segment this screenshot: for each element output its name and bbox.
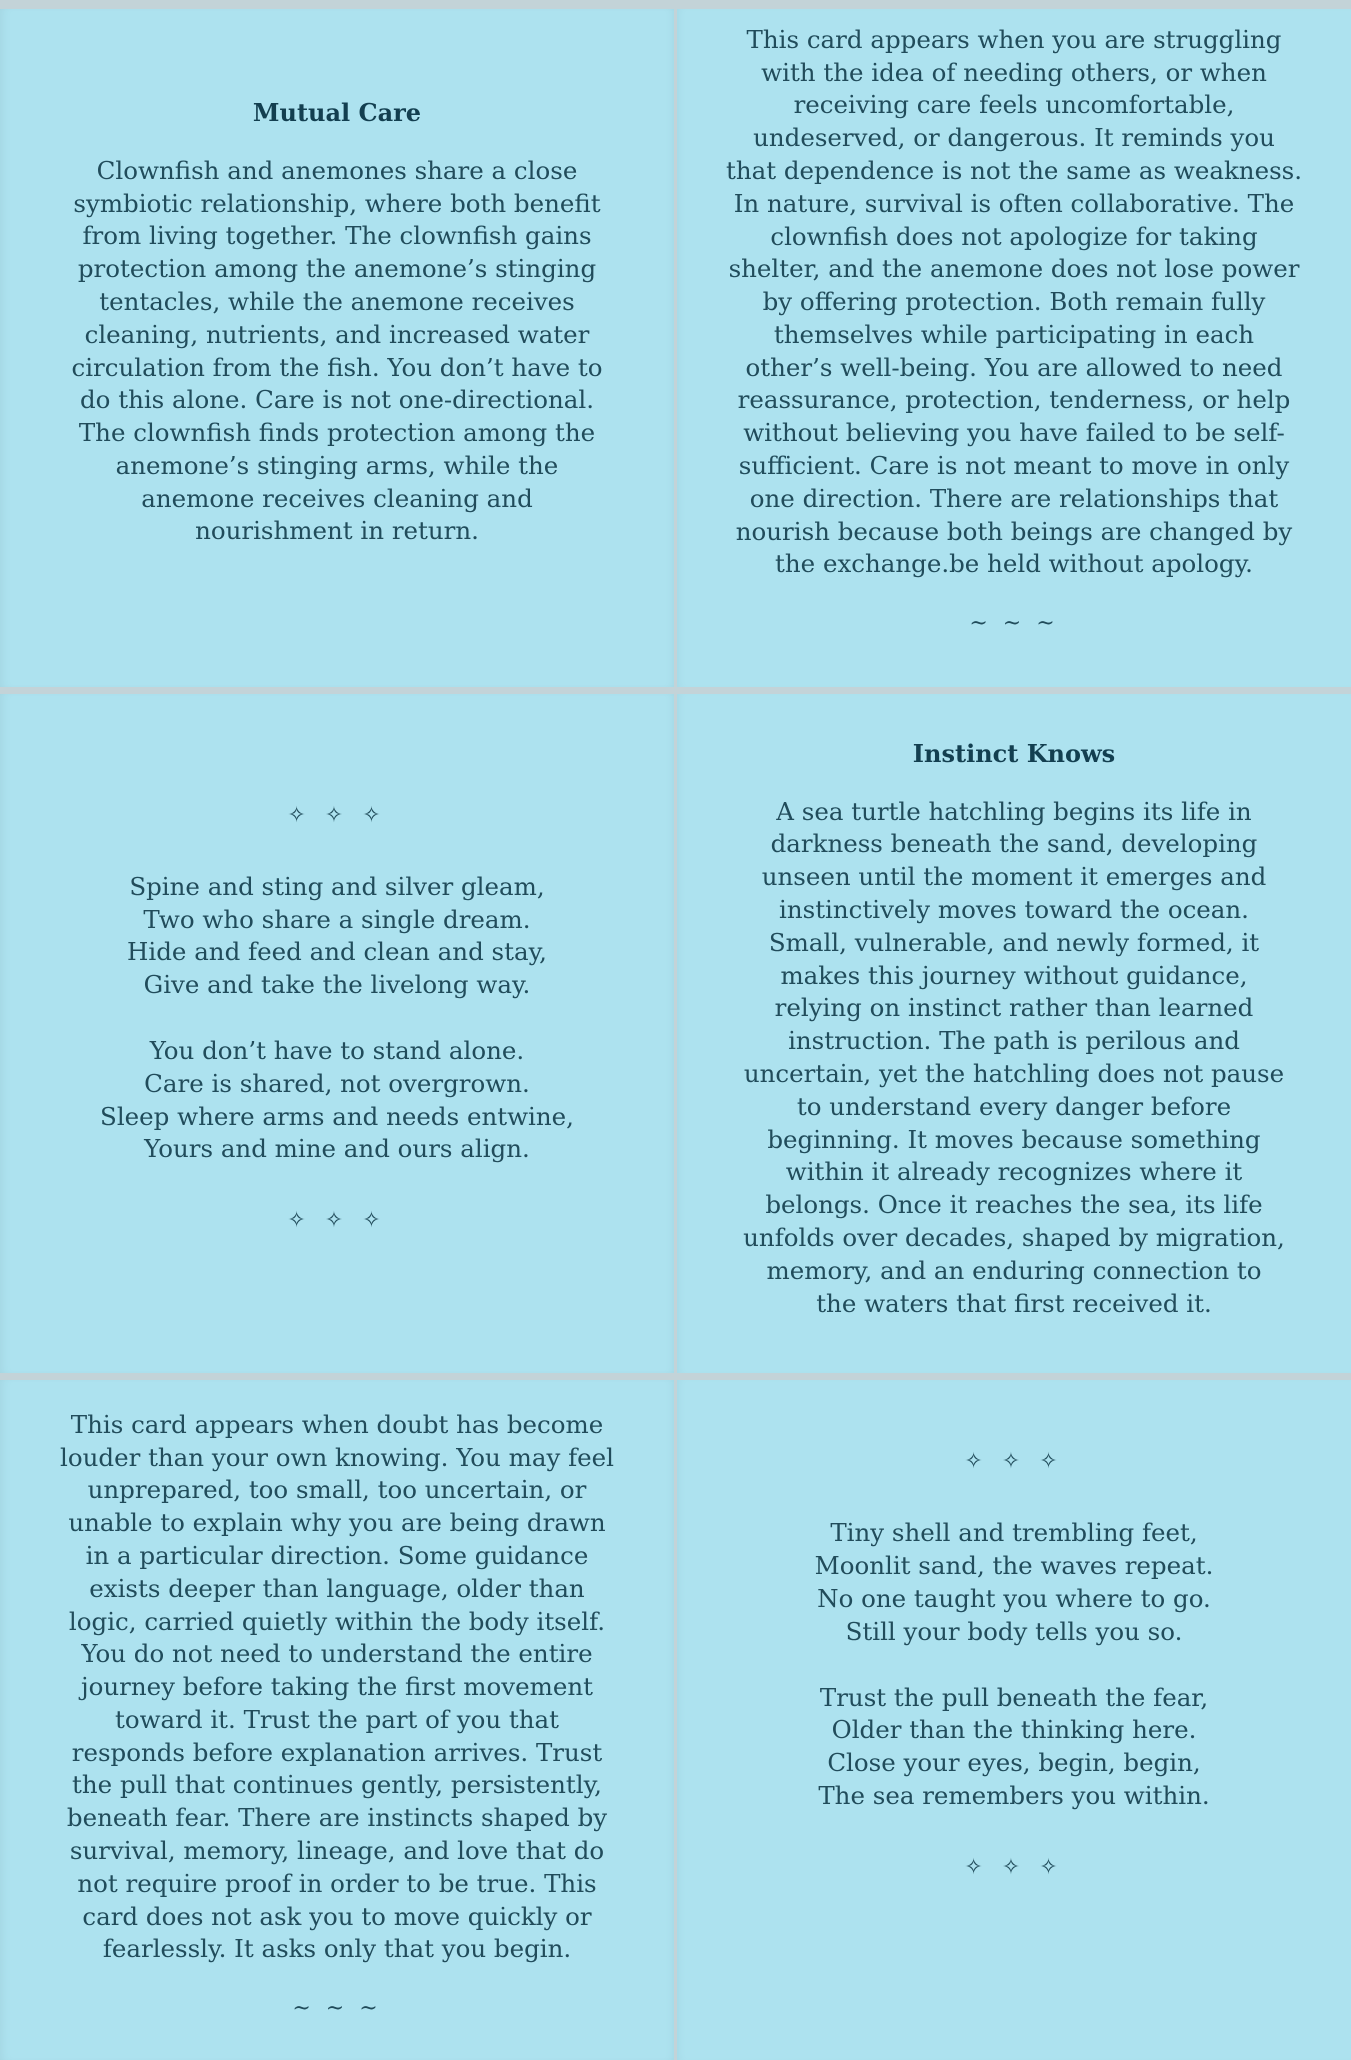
card-reading-text xyxy=(699,24,1329,582)
card-content xyxy=(100,802,574,1234)
text-line: beginning. It moves because something xyxy=(767,1124,1261,1154)
text-line: the waters that first received it. xyxy=(816,1288,1212,1318)
card-content xyxy=(699,739,1329,1321)
text-line: survival, memory, lineage, and love that do xyxy=(69,1836,605,1866)
text-line: unprepared, too small, too uncertain, or xyxy=(87,1475,587,1505)
card-mutual-care-poem xyxy=(0,694,674,1373)
poem-stanza xyxy=(815,1682,1214,1813)
text-line: memory, and an enduring connection to xyxy=(766,1255,1262,1285)
text-line: exists deeper than language, older than xyxy=(89,1573,585,1603)
text-line: A sea turtle hatchling begins its life in xyxy=(776,796,1252,826)
text-line: unable to explain why you are being drawn xyxy=(68,1508,606,1538)
card-mutual-care xyxy=(0,9,674,687)
sparkle-ornament-top: ✧ ✧ ✧ xyxy=(964,1449,1064,1475)
poem-line: Trust the pull beneath the fear, xyxy=(819,1682,1209,1712)
card-mutual-care-reading xyxy=(677,9,1351,687)
text-line: unfolds over decades, shaped by migration, xyxy=(743,1222,1285,1252)
text-line: one direction. There are relationships that xyxy=(749,483,1279,513)
text-line: to understand every danger before xyxy=(796,1091,1232,1121)
text-line: responds before explanation arrives. Trust xyxy=(71,1737,603,1767)
text-line: not require proof in order to be true. This xyxy=(77,1868,597,1898)
card-instinct-knows-reading xyxy=(0,1380,674,2060)
text-line: nourish because both beings are changed by xyxy=(735,516,1293,546)
poem-line: Moonlit sand, the waves repeat. xyxy=(814,1551,1214,1581)
poem-line: The sea remembers you within. xyxy=(818,1780,1210,1810)
poem-stanza xyxy=(815,1517,1214,1648)
text-line: symbiotic relationship, where both benefit xyxy=(73,188,601,218)
text-line: in a particular direction. Some guidance xyxy=(85,1540,589,1570)
text-line: relying on instinct rather than learned xyxy=(774,993,1254,1023)
text-line: Small, vulnerable, and newly formed, it xyxy=(768,927,1260,957)
sparkle-ornament-bottom: ✧ ✧ ✧ xyxy=(287,1208,387,1234)
text-line: with the idea of needing others, or when xyxy=(761,57,1267,87)
text-line: the exchange.be held without apology. xyxy=(775,549,1253,579)
text-line: nourishment in return. xyxy=(195,516,479,546)
text-line: belongs. Once it reaches the sea, its life xyxy=(765,1190,1263,1220)
poem-line: Tiny shell and trembling feet, xyxy=(830,1518,1198,1548)
text-line: makes this journey without guidance, xyxy=(780,960,1248,990)
poem xyxy=(815,1517,1214,1812)
poem-line: Close your eyes, begin, begin, xyxy=(827,1748,1201,1778)
text-line: This card appears when doubt has become xyxy=(70,1409,604,1439)
text-line: louder than your own knowing. You may feel xyxy=(60,1442,614,1472)
poem-stanza xyxy=(100,1035,574,1166)
text-line: circulation from the fish. You don’t have to xyxy=(71,352,603,382)
poem-line: Care is shared, not overgrown. xyxy=(144,1068,530,1098)
text-line: tentacles, while the anemone receives xyxy=(99,286,575,316)
text-line: uncertain, yet the hatchling does not pause xyxy=(743,1059,1285,1088)
sparkle-ornament-top: ✧ ✧ ✧ xyxy=(287,802,387,828)
text-line: without believing you have failed to be self- xyxy=(743,418,1285,448)
text-line: toward it. Trust the part of you that xyxy=(114,1704,560,1734)
tilde-ornament: ~ ~ ~ xyxy=(969,611,1059,637)
text-line: journey before taking the first movement xyxy=(81,1672,593,1702)
text-line: The clownfish finds protection among the xyxy=(78,418,596,448)
text-line: instruction. The path is perilous and xyxy=(788,1026,1240,1056)
text-line: do this alone. Care is not one-directional. xyxy=(80,385,594,415)
text-line: You do not need to understand the entire xyxy=(81,1639,593,1669)
card-content xyxy=(699,24,1329,637)
text-line: Clownfish and anemones share a close xyxy=(96,155,578,185)
poem-line: No one taught you where to go. xyxy=(817,1583,1211,1613)
poem-line: Spine and sting and silver gleam, xyxy=(129,871,545,901)
poem-line: Yours and mine and ours align. xyxy=(144,1134,530,1164)
text-line: by offering protection. Both remain fully xyxy=(762,287,1266,317)
text-line: that dependence is not the same as weakness. xyxy=(725,155,1303,185)
text-line: within it already recognizes where it xyxy=(785,1157,1243,1187)
text-line: reassurance, protection, tenderness, or help xyxy=(737,385,1291,415)
text-line: card does not ask you to move quickly or xyxy=(82,1901,592,1931)
text-line: darkness beneath the sand, developing xyxy=(770,829,1258,859)
text-line: sufficient. Care is not meant to move in only xyxy=(738,451,1290,481)
poem-line: Sleep where arms and needs entwine, xyxy=(100,1101,574,1131)
text-line: receiving care feels uncomfortable, xyxy=(793,90,1235,120)
text-line: anemone receives cleaning and xyxy=(141,483,533,513)
sparkle-ornament-bottom: ✧ ✧ ✧ xyxy=(964,1854,1064,1880)
card-content xyxy=(22,1409,652,2022)
text-line: shelter, and the anemone does not lose power xyxy=(728,254,1300,284)
card-description xyxy=(699,796,1329,1321)
poem-stanza xyxy=(100,871,574,1002)
text-line: the pull that continues gently, persistently, xyxy=(72,1770,602,1800)
text-line: In nature, survival is often collaborative. The xyxy=(733,188,1295,218)
card-title: Mutual Care xyxy=(252,97,422,127)
text-line: themselves while participating in each xyxy=(773,319,1255,349)
text-line: other’s well-being. You are allowed to need xyxy=(745,352,1283,382)
tilde-ornament: ~ ~ ~ xyxy=(292,1996,382,2022)
card-title: Instinct Knows xyxy=(912,738,1116,768)
text-line: beneath fear. There are instincts shaped by xyxy=(66,1803,608,1833)
poem-line: Hide and feed and clean and stay, xyxy=(127,937,547,967)
card-instinct-knows-poem xyxy=(677,1380,1351,2060)
poem-line: Give and take the livelong way. xyxy=(143,970,531,1000)
text-line: logic, carried quietly within the body itself. xyxy=(68,1606,606,1636)
text-line: protection among the anemone’s stinging xyxy=(77,254,597,284)
poem-line: You don’t have to stand alone. xyxy=(149,1036,525,1065)
text-line: instinctively moves toward the ocean. xyxy=(779,895,1249,925)
text-line: fearlessly. It asks only that you begin. xyxy=(102,1934,572,1964)
text-line: cleaning, nutrients, and increased water xyxy=(84,319,590,349)
poem-line: Still your body tells you so. xyxy=(845,1616,1183,1646)
card-reading-text xyxy=(22,1409,652,1967)
poem xyxy=(100,871,574,1166)
text-line: unseen until the moment it emerges and xyxy=(761,862,1267,892)
card-content xyxy=(37,98,637,549)
card-description xyxy=(37,155,637,549)
card-instinct-knows xyxy=(677,694,1351,1373)
text-line: anemone’s stinging arms, while the xyxy=(115,450,559,480)
text-line: from living together. The clownfish gains xyxy=(82,221,592,251)
poem-line: Older than the thinking here. xyxy=(831,1715,1197,1745)
text-line: undeserved, or dangerous. It reminds you xyxy=(753,123,1275,153)
text-line: clownfish does not apologize for taking xyxy=(770,221,1258,251)
text-line: This card appears when you are struggling xyxy=(746,24,1282,54)
card-content xyxy=(815,1451,1214,1878)
poem-line: Two who share a single dream. xyxy=(143,904,531,934)
